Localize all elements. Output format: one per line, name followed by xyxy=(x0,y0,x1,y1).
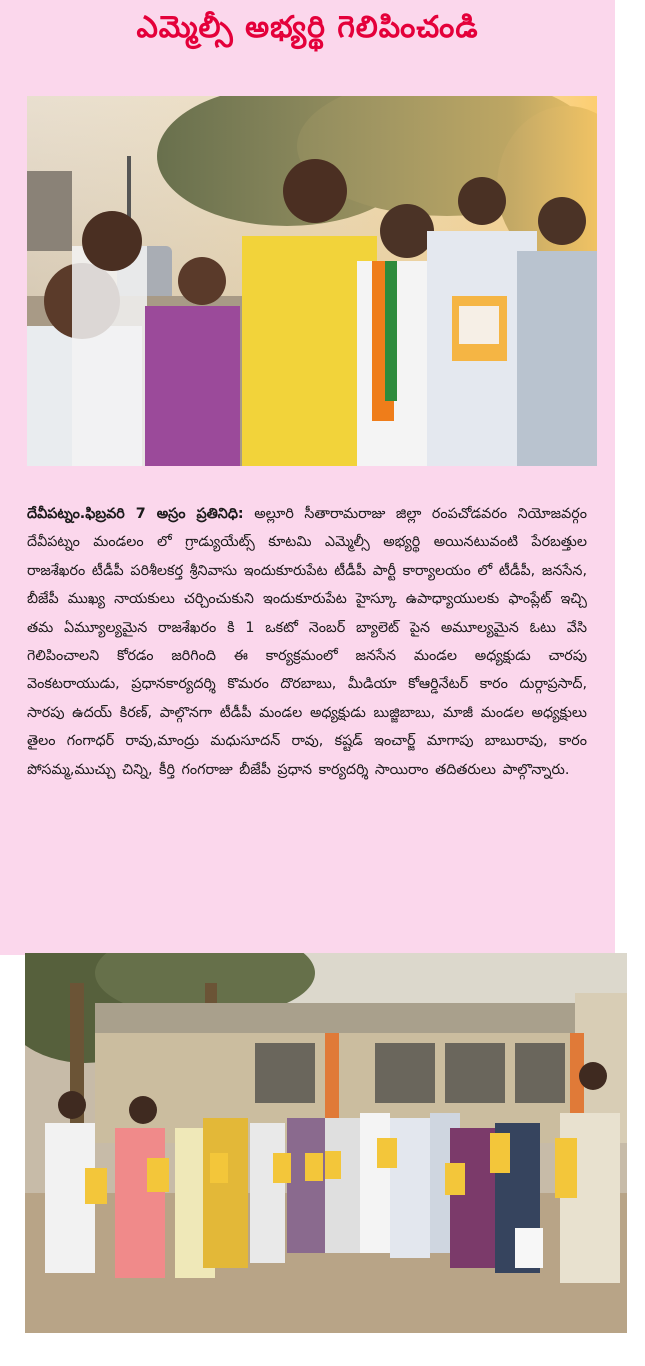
news-photo-pamphlet-handover xyxy=(27,96,597,466)
news-photo-group xyxy=(25,953,627,1333)
dateline: దేవీపట్నం.ఫిబ్రవరి 7 అస్రం ప్రతినిధి: xyxy=(27,506,244,522)
headline: ఎమ్మెల్సీ అభ్యర్థి గెలిపించండి xyxy=(136,10,479,45)
article-body xyxy=(27,500,587,784)
article-text: అల్లూరి సీతారామరాజు జిల్లా రంపచోడవరం నియోజవర్గం దేవీపట్నం మండలం లో గ్రాడ్యుయేట్స్ కూటమి ఎమ్మెల్సీ అభ్యర్థి అయినటువంటి పేరబత్తుల రాజశేఖరం టీడీపీ పరిశీలకర్త శ్రీనివాసు ఇందుకూరుపేట టీడీపీ పార్టీ కార్యాలయం లో టీడీపీ, జనసేన, బీజేపీ ముఖ్య నాయకులు చర్చించుకుని ఇందుకూరుపేట హైస్కూ ఉపాధ్యాయులకు ఫాంప్లేట్ ఇచ్చి తమ ఏమ్యూల్యమైన రాజశేఖరం కి 1 ఒకటో నెంబర్ బ్యాలెట్ పైన అమూల్యమైన ఓటు వేసి గెలిపించాలని కోరడం జరిగింది ఈ కార్యక్రమంలో జనసేన మండల అధ్యక్షుడు చారపు వెంకటరాయుడు, ప్రధానకార్యదర్శి కొమరం దొరబాబు, మీడియా కోఆర్డినేటర్ కారం దుర్గాప్రసాద్, సారపు ఉదయ్ కిరణ్, పాల్గొనగా టీడీపీ మండల అధ్యక్షుడు బుజ్జిబాబు, మాజీ మండల అధ్యక్షులు తైలం గంగాధర్ రావు,మాంద్రు మధుసూదన్ రావు, కష్టడ్ ఇంచార్జ్ మాగాపు బాబురావు, కారం పోసమ్మ,ముచ్చు చిన్ని, కీర్తి గంగరాజు బీజేపీ ప్రధాన కార్యదర్శి సాయిరాం తదితరులు పాల్గొన్నారు. xyxy=(27,506,587,778)
